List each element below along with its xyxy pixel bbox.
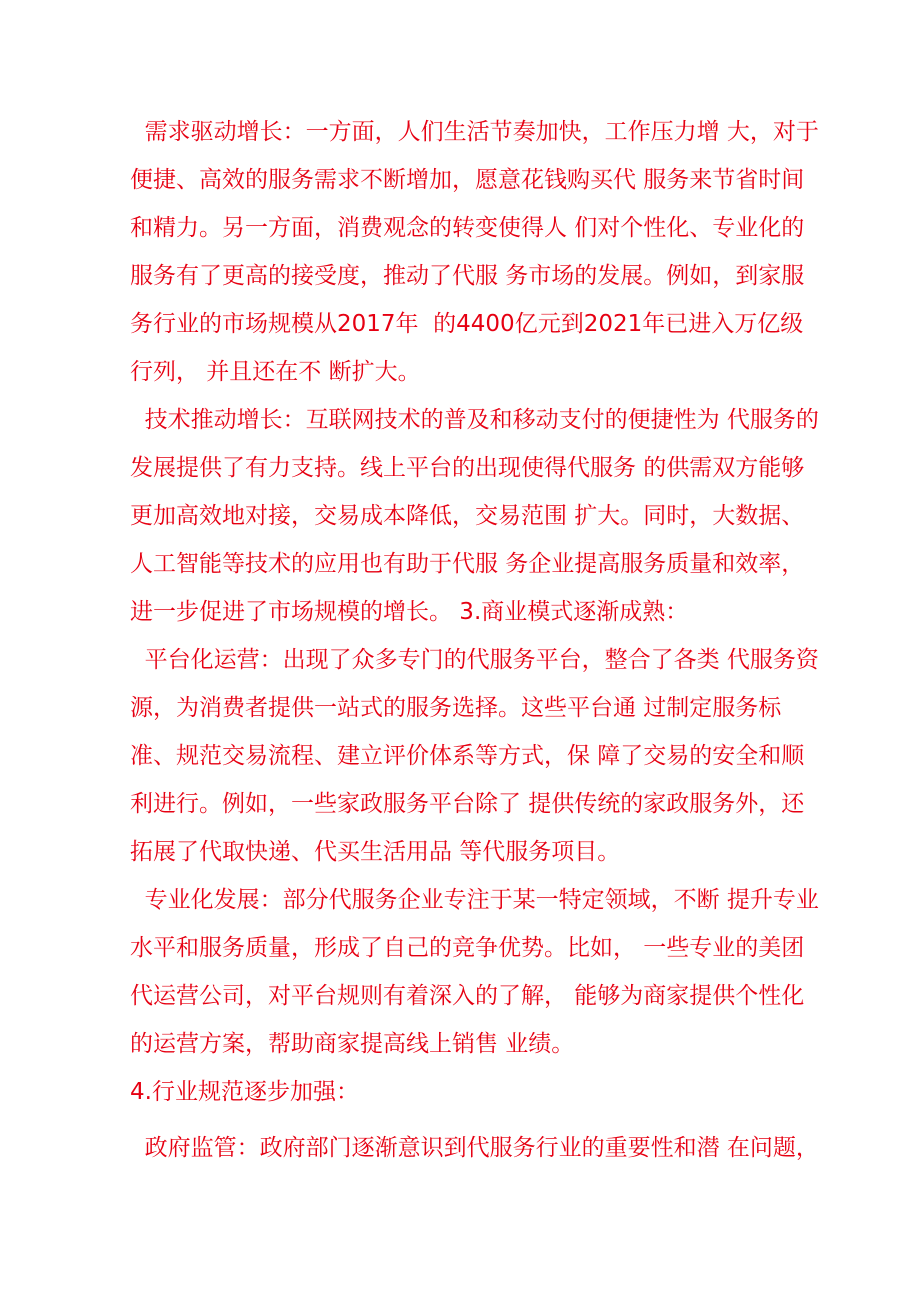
paragraph-government-regulation: 政府监管：政府部门逐渐意识到代服务行业的重要性和潜 在问题， [130, 1135, 819, 1161]
document-body [130, 108, 820, 1172]
spacer [130, 1116, 820, 1124]
paragraph-demand-driven: 需求驱动增长：一方面，人们生活节奏加快，工作压力增 大，对于便捷、高效的服务需求不断增加，愿意花钱购买代 服务来节省时间和精力。另一方面，消费观念的转变使得人 们对个性化、专业化的服务有了更高的接受度，推动了代服 务市场的发展。例如，到家服务行业的市场规模从2017年 的4400亿元到2021年已进入万亿级行列， 并且还在不 断扩大。 [130, 119, 819, 385]
section-heading-4: 4.行业规范逐步加强： [130, 1079, 359, 1105]
paragraph-specialization: 专业化发展：部分代服务企业专注于某一特定领域，不断 提升专业水平和服务质量，形成了自己的竞争优势。比如， 一些专业的美团代运营公司，对平台规则有着深入的了解， 能够为商家提供个性化的运营方案，帮助商家提高线上销售 业绩。 [130, 887, 819, 1057]
paragraph-tech-driven: 技术推动增长：互联网技术的普及和移动支付的便捷性为 代服务的发展提供了有力支持。线上平台的出现使得代服务 的供需双方能够更加高效地对接，交易成本降低，交易范围 扩大。同时，大数据、人工智能等技术的应用也有助于代服 务企业提高服务质量和效率，进一步促进了市场规模的增长。 3.商业模式逐渐成熟： [130, 407, 819, 625]
paragraph-platform-operation: 平台化运营：出现了众多专门的代服务平台，整合了各类 代服务资源，为消费者提供一站式的服务选择。这些平台通 过制定服务标准、规范交易流程、建立评价体系等方式，保 障了交易的安全和顺利进行。例如，一些家政服务平台除了 提供传统的家政服务外，还拓展了代取快递、代买生活用品 等代服务项目。 [130, 647, 819, 865]
